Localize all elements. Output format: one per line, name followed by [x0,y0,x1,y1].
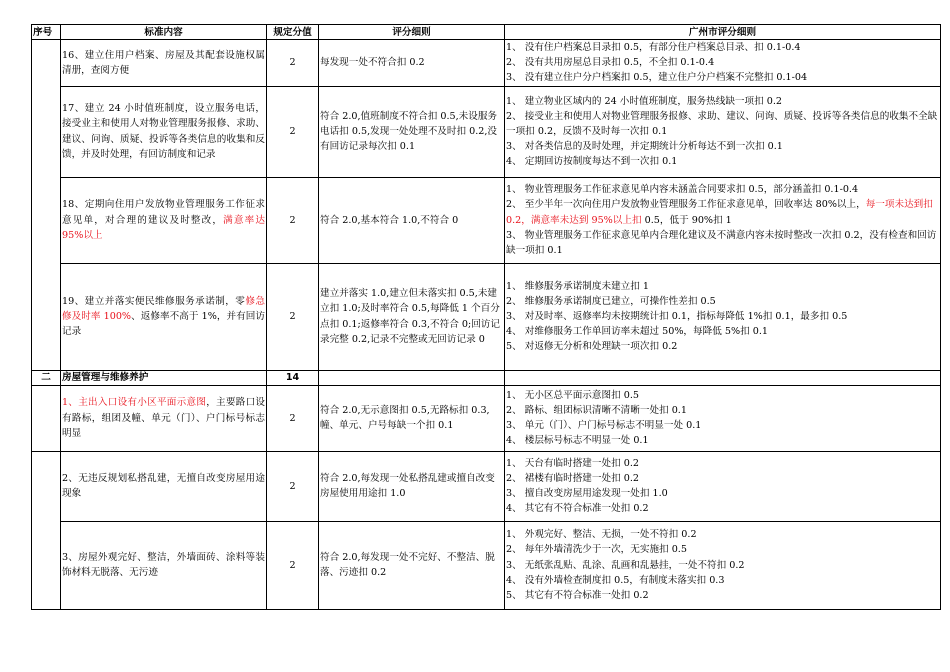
header-seq: 序号 [32,25,61,40]
gz-rule-text: 2、 至少半年一次向住用户发放物业管理服务工作征求意见单，回收率达 80%以上， [506,199,866,211]
score-cell: 2 [267,177,319,263]
score-cell: 2 [267,451,319,521]
standard-cell [61,263,267,370]
gz-rule-line: 1、 无小区总平面示意图扣 0.5 [506,389,639,401]
gz-rule-line: 2、 每年外墙清洗少于一次，无实施扣 0.5 [506,544,687,556]
section-gz-empty [505,370,941,385]
score-cell: 2 [267,385,319,451]
gz-rule-line: 4、 对维修服务工作单回访率未超过 50%，每降低 5%扣 0.1 [506,326,768,338]
gz-rule-line: 2、 维修服务承诺制度已建立，可操作性差扣 0.5 [506,295,716,307]
header-row [32,25,941,40]
gz-rule-line: 2、 裙楼有临时搭建一处扣 0.2 [506,472,639,484]
gz-rule-line: 4、 没有外墙检查制度扣 0.5，有制度未落实扣 0.3 [506,574,725,586]
rules-cell: 符合 2.0,基本符合 1.0,不符合 0 [319,177,505,263]
scoring-table [31,24,941,610]
gz-rule-line: 3、 没有建立住户分户档案扣 0.5，建立住户分户档案不完整扣 0.1-04 [506,72,808,84]
gz-rule-line: 2、 路标、组团标识清晰不清晰一处扣 0.1 [506,404,687,416]
gz-rule-text: 0.5，低于 90%扣 1 [641,214,732,226]
gz-rule-line: 1、 外观完好、整洁、无损，一处不符扣 0.2 [506,529,697,541]
gz-rules-cell [505,385,941,451]
table-row [32,86,941,177]
gz-rule-line: 3、 物业管理服务工作征求意见单内合理化建议及不满意内容未按时整改一次扣 0.2，没有检查和回访缺一项扣 0.1 [506,229,937,256]
gz-rule-line: 3、 擅自改变房屋用途发现一处扣 1.0 [506,488,668,500]
gz-rules-cell [505,86,941,177]
section-seq: 二 [32,370,61,385]
gz-rules-cell [505,177,941,263]
header-rules: 评分细则 [319,25,505,40]
gz-rule-line [506,197,939,227]
standard-highlight: 修急修及时率 100% [62,295,265,322]
standard-cell: 17、建立 24 小时值班制度，设立服务电话，接受业主和使用人对物业管理服务报修、求助、建议、问询、质疑、投诉等各类信息的收集和反馈，并及时处理，有回访制度和记录 [61,86,267,177]
gz-rule-line: 5、 对返修无分析和处理缺一项次扣 0.2 [506,341,678,353]
gz-rule-line: 1、 天台有临时搭建一处扣 0.2 [506,457,639,469]
standard-text: 19、建立并落实便民维修服务承诺制，零 [62,295,246,307]
gz-rule-line: 1、 没有住户档案总目录扣 0.5，有部分住户档案总目录、扣 0.1-0.4 [506,42,801,53]
standard-text: 、返修率不高于 1%，并有回访记录 [62,311,265,338]
rules-cell: 符合 2.0,无示意图扣 0.5,无路标扣 0.3,幢、单元、户号每缺一个扣 0.1 [319,385,505,451]
gz-rule-line: 2、 接受业主和使用人对物业管理服务报修、求助、建议、问询、质疑、投诉等各类信息的收集不全缺一项扣 0.2，反馈不及时每一次扣 0.1 [506,110,938,137]
standard-cell: 3、房屋外观完好、整洁，外墙面砖、涂料等装饰材料无脱落、无污迹 [61,521,267,609]
gz-rule-highlight: 每一项未达到扣 0.2，满意率未达到 95%以上扣 [506,199,933,226]
seq-cell [32,451,61,609]
gz-rules-cell [505,263,941,370]
gz-rule-line: 1、 建立物业区域内的 24 小时值班制度，服务热线缺一项扣 0.2 [506,95,783,107]
score-cell: 2 [267,521,319,609]
gz-rule-line: 1、 维修服务承诺制度未建立扣 1 [506,280,650,292]
standard-cell [61,177,267,263]
header-standard: 标准内容 [61,25,267,40]
rules-cell: 符合 2.0,每发现一处私搭乱建或擅自改变房屋使用用途扣 1.0 [319,451,505,521]
score-cell: 2 [267,40,319,87]
standard-highlight: 1、主出入口设有小区平面示意图 [62,397,207,409]
header-score: 规定分值 [267,25,319,40]
gz-rule-line: 5、 其它有不符合标准一处扣 0.2 [506,589,649,601]
table-row [32,40,941,87]
table-row [32,451,941,521]
seq-cell [32,385,61,451]
rules-cell: 建立并落实 1.0,建立但未落实扣 0.5,未建立扣 1.0;及时率符合 0.5,每降低 1 个百分点扣 0.1;返修率符合 0.3,不符合 0;回访记录完整 0.2,记录不完整或无回访记录 0 [319,263,505,370]
rules-cell: 符合 2.0,每发现一处不完好、不整洁、脱落、污迹扣 0.2 [319,521,505,609]
gz-rules-cell [505,451,941,521]
gz-rule-line: 3、 无纸张乱贴、乱涂、乱画和乱悬挂，一处不符扣 0.2 [506,559,745,571]
seq-cell [32,40,61,371]
rules-cell: 符合 2.0,值班制度不符合扣 0.5,未设服务电话扣 0.5,发现一处处理不及时扣 0.2,没有回访记录每次扣 0.1 [319,86,505,177]
table-row [32,177,941,263]
standard-cell: 2、无违反规划私搭乱建，无擅自改变房屋用途现象 [61,451,267,521]
standard-text: 18、定期向住用户发放物业管理服务工作征求意见单，对合理的建议及时整改， [62,199,265,226]
gz-rule-line: 3、 单元（门）、户门标号标志不明显一处 0.1 [506,420,702,432]
standard-cell: 16、建立住用户档案、房屋及其配套设施权属清册，查阅方便 [61,40,267,87]
section-title: 房屋管理与维修养护 [61,370,267,385]
standard-text: ，主要路口设有路标，组团及幢、单元（门）、户门标号标志明显 [62,397,266,439]
gz-rule-line: 3、 对及时率、返修率均未按期统计扣 0.1，指标每降低 1%扣 0.1，最多扣 0.5 [506,311,848,322]
section-score: 14 [267,370,319,385]
gz-rules-cell [505,521,941,609]
standard-cell [61,385,267,451]
rules-cell: 每发现一处不符合扣 0.2 [319,40,505,87]
table-row [32,263,941,370]
gz-rule-line: 2、 没有共用房屋总目录扣 0.5，不全扣 0.1-0.4 [506,57,715,69]
gz-rule-line: 1、 物业管理服务工作征求意见单内容未涵盖合同要求扣 0.5，部分涵盖扣 0.1-0.4 [506,184,859,196]
gz-rule-line: 3、 对各类信息的及时处理，并定期统计分析每达不到一次扣 0.1 [506,141,783,153]
table-row [32,385,941,451]
score-cell: 2 [267,263,319,370]
gz-rules-cell [505,40,941,87]
gz-rule-line: 4、 定期回访按制度每达不到一次扣 0.1 [506,156,678,168]
gz-rule-line: 4、 其它有不符合标准一处扣 0.2 [506,503,649,515]
standard-highlight: 满意率达 95%以上 [62,214,266,241]
gz-rule-line: 4、 楼层标号标志不明显一处 0.1 [506,435,649,447]
header-gz-rules: 广州市评分细则 [505,25,941,40]
score-cell: 2 [267,86,319,177]
table-row [32,521,941,609]
section-rules-empty [319,370,505,385]
section-row [32,370,941,385]
